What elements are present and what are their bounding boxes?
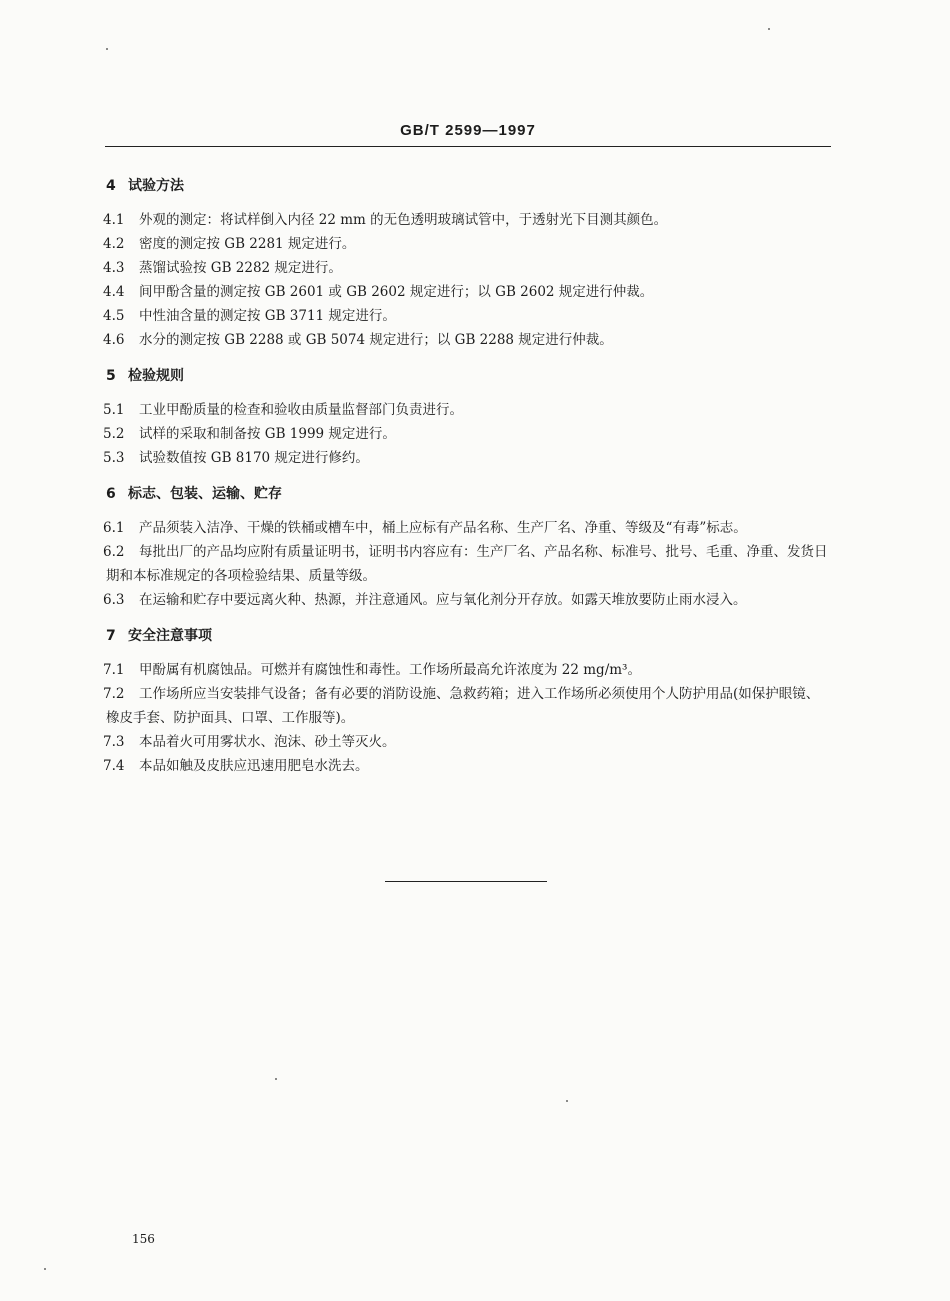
clause-number: 6.3 — [103, 592, 125, 608]
section-title-text: 标志、包装、运输、贮存 — [128, 486, 282, 502]
clause-text: 蒸馏试验按 GB 2282 规定进行。 — [139, 260, 342, 276]
clause-number: 5.2 — [103, 426, 125, 442]
clause — [103, 280, 832, 304]
section-title — [106, 626, 832, 646]
section-number: 5 — [106, 368, 116, 384]
clause — [103, 540, 832, 588]
clause — [103, 422, 832, 446]
clause-text: 间甲酚含量的测定按 GB 2601 或 GB 2602 规定进行；以 GB 2602 规定进行仲裁。 — [139, 284, 654, 300]
clause-number: 4.1 — [103, 212, 125, 228]
clause — [103, 446, 832, 470]
clause-text: 每批出厂的产品均应附有质量证明书，证明书内容应有：生产厂名、产品名称、标准号、批号、毛重、净重、发货日期和本标准规定的各项检验结果、质量等级。 — [106, 544, 828, 584]
clause — [103, 304, 832, 328]
end-rule — [385, 881, 547, 882]
section-number: 4 — [106, 178, 116, 194]
clause-number: 7.3 — [103, 734, 125, 750]
clause-text: 在运输和贮存中要远离火种、热源，并注意通风。应与氧化剂分开存放。如露天堆放要防止雨水浸入。 — [139, 592, 747, 608]
section-title — [106, 176, 832, 196]
section-title-text: 试验方法 — [128, 178, 184, 194]
scan-speck — [768, 28, 770, 30]
clause-text: 工业甲酚质量的检查和验收由质量监督部门负责进行。 — [139, 402, 463, 418]
clause-text: 试验数值按 GB 8170 规定进行修约。 — [139, 450, 369, 466]
clause — [103, 588, 832, 612]
clause-number: 7.1 — [103, 662, 125, 678]
clause — [103, 208, 832, 232]
clause-text: 产品须装入洁净、干燥的铁桶或槽车中，桶上应标有产品名称、生产厂名、净重、等级及“有毒”标志。 — [139, 520, 747, 536]
clause-text: 水分的测定按 GB 2288 或 GB 5074 规定进行；以 GB 2288 规定进行仲裁。 — [139, 332, 613, 348]
clause-number: 4.3 — [103, 260, 125, 276]
clause — [103, 516, 832, 540]
clause — [103, 232, 832, 256]
clause-text: 外观的测定：将试样倒入内径 22 mm 的无色透明玻璃试管中，于透射光下目测其颜色。 — [139, 212, 668, 228]
clause-text: 密度的测定按 GB 2281 规定进行。 — [139, 236, 356, 252]
clause-number: 5.1 — [103, 402, 125, 418]
page-header: GB/T 2599—1997 — [400, 122, 536, 139]
clause-number: 4.6 — [103, 332, 125, 348]
clause-number: 4.2 — [103, 236, 125, 252]
header-rule — [105, 146, 831, 147]
section-title-text: 安全注意事项 — [128, 628, 212, 644]
clause-number: 7.2 — [103, 686, 125, 702]
scan-speck — [566, 1100, 568, 1102]
clause — [103, 328, 832, 352]
scan-speck — [275, 1078, 277, 1080]
clause-text: 本品如触及皮肤应迅速用肥皂水洗去。 — [139, 758, 369, 774]
clause — [103, 682, 832, 730]
section-number: 7 — [106, 628, 116, 644]
clause — [103, 730, 832, 754]
section-title — [106, 484, 832, 504]
clause-text: 工作场所应当安装排气设备；备有必要的消防设施、急救药箱；进入工作场所必须使用个人防护用品(如保护眼镜、橡皮手套、防护面具、口罩、工作服等)。 — [106, 686, 820, 726]
clause — [103, 256, 832, 280]
section-title — [106, 366, 832, 386]
document-body — [103, 176, 832, 778]
clause-number: 4.5 — [103, 308, 125, 324]
clause-number: 6.2 — [103, 544, 125, 560]
clause-text: 本品着火可用雾状水、泡沫、砂土等灭火。 — [139, 734, 396, 750]
page-number: 156 — [132, 1232, 155, 1246]
clause-text: 试样的采取和制备按 GB 1999 规定进行。 — [139, 426, 396, 442]
section-title-text: 检验规则 — [128, 368, 184, 384]
section-number: 6 — [106, 486, 116, 502]
clause — [103, 398, 832, 422]
scan-speck — [44, 1268, 46, 1270]
clause-number: 6.1 — [103, 520, 125, 536]
scan-speck — [106, 48, 108, 50]
clause-number: 7.4 — [103, 758, 125, 774]
clause-number: 4.4 — [103, 284, 125, 300]
clause-text: 中性油含量的测定按 GB 3711 规定进行。 — [139, 308, 396, 324]
clause-number: 5.3 — [103, 450, 125, 466]
clause-text: 甲酚属有机腐蚀品。可燃并有腐蚀性和毒性。工作场所最高允许浓度为 22 mg/m³。 — [139, 662, 641, 678]
clause — [103, 754, 832, 778]
clause — [103, 658, 832, 682]
